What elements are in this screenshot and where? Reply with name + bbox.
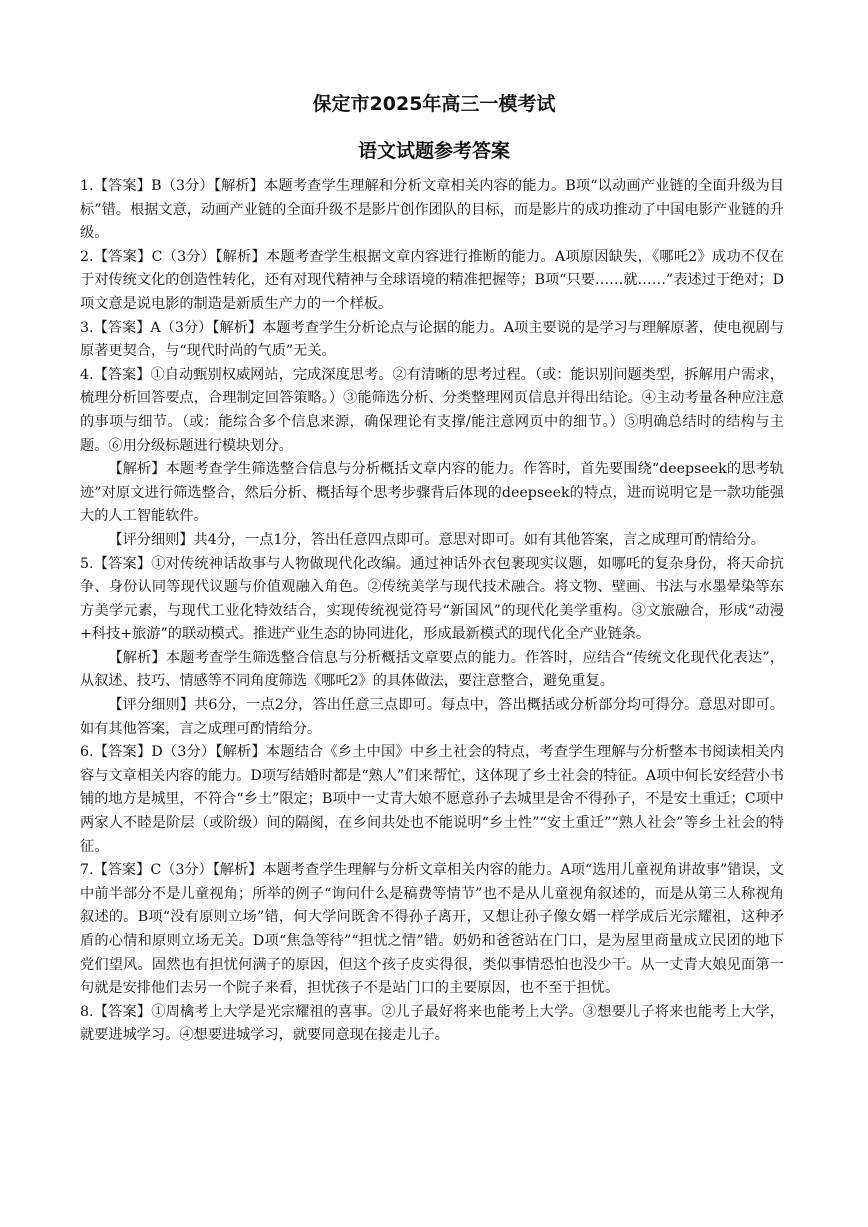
answer-5-analysis: 【解析】本题考查学生筛选整合信息与分析概括文章要点的能力。作答时，应结合“传统文化现代化表达”，从叙述、技巧、情感等不同角度筛选《哪吒2》的具体做法，要注意整合，避免重复。 [80, 649, 784, 690]
answer-1: 1.【答案】B（3分）【解析】本题考查学生理解和分析文章相关内容的能力。B项“以动画产业链的全面升级为目标”错。根据文意，动画产业链的全面升级不是影片创作团队的目标，而是影片的成功推动了中国电影产业链的升级。 [80, 178, 784, 242]
answer-6: 6.【答案】D（3分）【解析】本题结合《乡土中国》中乡土社会的特点，考查学生理解与分析整本书阅读相关内容与文章相关内容的能力。D项写结婚时都是“熟人”们来帮忙，这体现了乡土社会的特征。A项中何长安经营小书铺的地方是城里，不符合“乡土”限定；B项中一丈青大娘不愿意孙子去城里是舍不得孙子，不是安土重迁；C项中两家人不睦是阶层（或阶级）间的隔阂，在乡间共处也不能说明“乡土性”“安土重迁”“熟人社会”等乡土社会的特征。 [80, 744, 784, 855]
answer-4-analysis: 【解析】本题考查学生筛选整合信息与分析概括文章内容的能力。作答时，首先要围绕“deepseek的思考轨迹”对原文进行筛选整合，然后分析、概括每个思考步骤背后体现的deepseek的特点，进而说明它是一款功能强大的人工智能软件。 [80, 461, 784, 525]
answer-5: 5.【答案】①对传统神话故事与人物做现代化改编。通过神话外衣包裹现实议题，如哪吒的复杂身份，将天命抗争、身份认同等现代议题与价值观融入角色。②传统美学与现代技术融合。将文物、壁画、书法与水墨晕染等东方美学元素，与现代工业化特效结合，实现传统视觉符号“新国风”的现代化美学重构。③文旅融合，形成“动漫+科技+旅游”的联动模式。推进产业生态的协同进化，形成最新模式的现代化全产业链条。 [80, 555, 784, 643]
answer-5-scoring: 【评分细则】共6分，一点2分，答出任意三点即可。每点中，答出概括或分析部分均可得分。意思对即可。如有其他答案，言之成理可酌情给分。 [80, 697, 784, 737]
answer-4-scoring: 【评分细则】共4分，一点1分，答出任意四点即可。意思对即可。如有其他答案，言之成理可酌情给分。 [108, 531, 765, 548]
page-title: 保定市2025年高三一模考试 [312, 93, 556, 115]
answer-4: 4.【答案】①自动甄别权威网站，完成深度思考。②有清晰的思考过程。（或：能识别问题类型，拆解用户需求，梳理分析回答要点，合理制定回答策略。）③能筛选分析、分类整理网页信息并得出结论。④主动考量各种应注意的事项与细节。（或：能综合多个信息来源，确保理论有支撑/能注意网页中的细节。）⑤明确总结时的结构与主题。⑥用分级标题进行模块划分。 [80, 366, 784, 454]
answer-8: 8.【答案】①周檎考上大学是光宗耀祖的喜事。②儿子最好将来也能考上大学。③想要儿子将来也能考上大学，就要进城学习。④想要进城学习，就要同意现在接走儿子。 [80, 1003, 784, 1044]
answer-list [80, 175, 784, 1048]
answer-7: 7.【答案】C（3分）【解析】本题考查学生理解与分析文章相关内容的能力。A项“选用儿童视角讲故事”错误，文中前半部分不是儿童视角；所举的例子“询问什么是稿费等情节”也不是从儿童视角叙述的，而是从第三人称视角叙述的。B项“没有原则立场”错，何大学问既舍不得孙子离开，又想让孙子像女婿一样学成后光宗耀祖，这种矛盾的心情和原则立场无关。D项“焦急等待”“担忧之情”错。奶奶和爸爸站在门口，是为屋里商量成立民团的地下党们望风。固然也有担忧何满子的原因，但这个孩子皮实得很，类似事情恐怕也没少干。从一丈青大娘见面第一句就是安排他们去另一个院子来看，担忧孩子不是站门口的主要原因，也不至于担忧。 [80, 862, 784, 997]
answer-2: 2.【答案】C（3分）【解析】本题考查学生根据文章内容进行推断的能力。A项原因缺失，《哪吒2》成功不仅在于对传统文化的创造性转化，还有对现代精神与全球语境的精准把握等；B项“只要……就……”表述过于绝对；D项文意是说电影的制造是新质生产力的一个样板。 [80, 248, 784, 312]
answer-3: 3.【答案】A（3分）【解析】本题考查学生分析论点与论据的能力。A项主要说的是学习与理解原著，使电视剧与原著更契合，与“现代时尚的气质”无关。 [80, 319, 784, 360]
page-subtitle: 语文试题参考答案 [357, 140, 510, 162]
